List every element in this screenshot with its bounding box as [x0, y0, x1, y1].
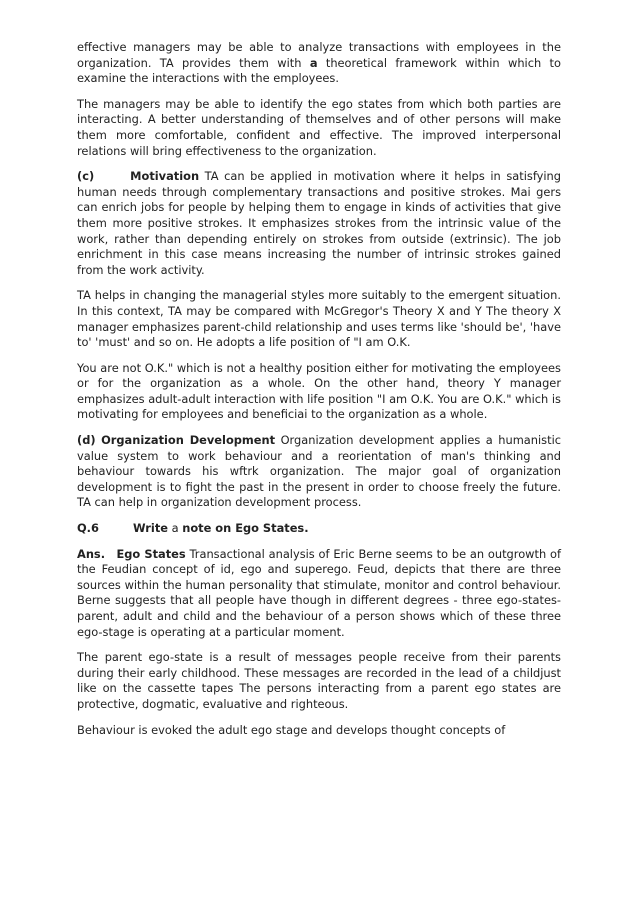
bold-a: a	[309, 55, 318, 70]
paragraph-parent-ego-state: The parent ego-state is a result of messages people receive from their parents during their early childhood. These messages are recorded in the lead of a childjust like on the cassette tapes The persons interacting from a parent ego states are protective, dogmatic, evaluative and righteous.	[77, 650, 561, 711]
heading-ego-states: Ego States	[116, 546, 186, 561]
heading-organization-development: Organization Development	[101, 433, 276, 448]
heading-motivation: Motivation	[130, 169, 200, 184]
paragraph-ego-states-managers: The managers may be able to identify the ego states from which both parties are interacting. A better understanding of themselves and of other persons will make them more comfortable, confident and effective. The improved interpersonal relations will bring effectiveness to the organization.	[77, 96, 561, 158]
answer-label: Ans.	[77, 546, 106, 561]
section-label-d: (d)	[77, 433, 96, 448]
paragraph-ta-framework: effective managers may be able to analyze transactions with employees in the organization. TA provides them with a theoretical framework within which to examine the interactions with the employees.	[77, 40, 561, 86]
paragraph-answer-ego-states: Ans. Ego States Transactional analysis of Eric Berne seems to be an outgrowth of the Feudian concept of id, ego and superego. Feud, depicts that there are three sources within the human personality that stimulate, monitor and control behaviour. Berne suggests that all people have though in different degrees - three ego-states-parent, adult and child and the behaviour of a person shows which of these three ego-stage is operating at a particular moment.	[77, 546, 561, 639]
paragraph-organization-development: (d) Organization Development Organization development applies a humanistic value system to work behaviour and a reorientation of man's thinking and behaviour towards his wftrk organization. The major goal of organization development is to fight the past in the present in order to choose freely the future. TA can help in organization development process.	[77, 433, 562, 510]
paragraph-adult-ego-state: Behaviour is evoked the adult ego stage and develops thought concepts of	[77, 722, 506, 737]
question-heading: Q.6 Write a note on Ego States.	[77, 521, 309, 536]
paragraph-managerial-styles: TA helps in changing the managerial styles more suitably to the emergent situation. In this context, TA may be compared with McGregor's Theory X and Y The theory X manager emphasizes parent-child relationship and uses terms like 'should be', 'have to' 'must' and so on. He adopts a life position of "I am O.K.	[77, 288, 561, 350]
section-label-c: (c)	[77, 169, 95, 184]
paragraph-theory-y: You are not O.K." which is not a healthy position either for motivating the employees or for the organization as a whole. On the other hand, theory Y manager emphasizes adult-adult interaction with life position "I am O.K. You are O.K." which is motivating for employees and beneficiai to the organization as a whole.	[77, 360, 561, 422]
paragraph-motivation: (c) Motivation TA can be applied in motivation where it helps in satisfying human needs through complementary transactions and positive strokes. Mai gers can enrich jobs for people by helping them to engage in kinds of activities that give them more positive strokes. It emphasizes strokes from the intrinsic value of the work, rather than depending entirely on strokes from outside (extrinsic). The job enrichment in this case means increasing the number of intrinsic strokes gained from the work activity.	[77, 169, 561, 277]
question-label: Q.6	[77, 521, 99, 536]
